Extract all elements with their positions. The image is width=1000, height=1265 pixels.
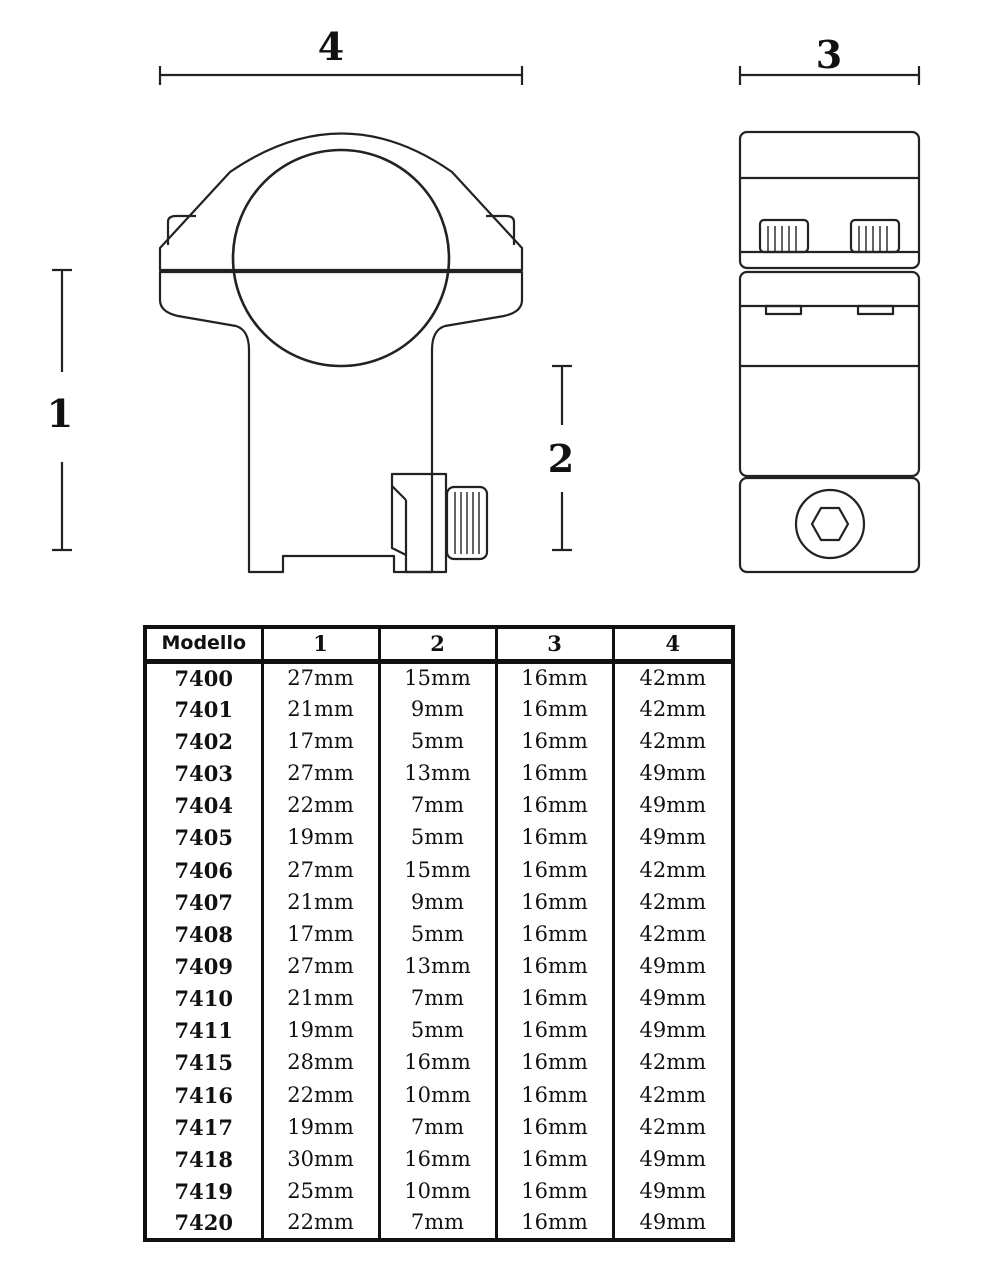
model-cell: 7411 [145,1015,262,1047]
table-header-row [145,627,733,661]
dimension-cell-1: 19mm [262,1015,379,1047]
dimension-cell-4: 49mm [613,950,733,982]
dimension-cell-4: 49mm [613,1176,733,1208]
dimension-cell-1: 21mm [262,693,379,725]
dimension-cell-2: 10mm [379,1176,496,1208]
dimension-cell-2: 15mm [379,854,496,886]
dimension-cell-1: 21mm [262,983,379,1015]
dimension-label-2: 2 [547,436,575,481]
table-row [145,983,733,1015]
dimension-cell-3: 16mm [496,1047,613,1079]
dimension-cell-3: 16mm [496,1015,613,1047]
table-row [145,661,733,693]
header-3: 3 [496,627,613,661]
dimension-cell-2: 10mm [379,1079,496,1111]
dimension-cell-1: 21mm [262,886,379,918]
dimension-cell-2: 13mm [379,757,496,789]
dimension-cell-4: 42mm [613,725,733,757]
dimension-cell-2: 7mm [379,790,496,822]
model-cell: 7409 [145,950,262,982]
dimension-cell-3: 16mm [496,693,613,725]
dimension-cell-1: 22mm [262,1208,379,1240]
header-modello: Modello [145,627,262,661]
dimension-cell-1: 17mm [262,725,379,757]
mount-front-view [160,134,522,573]
dimension-cell-1: 19mm [262,1111,379,1143]
dimension-cell-2: 15mm [379,661,496,693]
dimension-cell-1: 19mm [262,822,379,854]
dimension-cell-1: 28mm [262,1047,379,1079]
dimension-cell-4: 49mm [613,1015,733,1047]
dimension-cell-3: 16mm [496,661,613,693]
table-row [145,1111,733,1143]
table-row [145,918,733,950]
model-cell: 7410 [145,983,262,1015]
dimension-cell-2: 7mm [379,983,496,1015]
dimension-label-4: 4 [317,24,345,69]
dimension-cell-4: 49mm [613,822,733,854]
table-row [145,1015,733,1047]
dimension-cell-1: 17mm [262,918,379,950]
dimension-cell-3: 16mm [496,918,613,950]
dimension-cell-1: 22mm [262,790,379,822]
dimension-cell-3: 16mm [496,757,613,789]
dimension-cell-3: 16mm [496,1208,613,1240]
table-row [145,790,733,822]
table-row [145,757,733,789]
table-body [145,661,733,1240]
table-row [145,822,733,854]
header-1: 1 [262,627,379,661]
dimension-cell-4: 42mm [613,693,733,725]
dimension-cell-2: 5mm [379,822,496,854]
dimension-cell-2: 5mm [379,1015,496,1047]
table-row [145,693,733,725]
model-cell: 7420 [145,1208,262,1240]
dimension-cell-1: 22mm [262,1079,379,1111]
dimension-cell-4: 49mm [613,1208,733,1240]
dimension-cell-4: 49mm [613,790,733,822]
dimension-label-1: 1 [46,391,74,436]
header-4: 4 [613,627,733,661]
dimension-cell-4: 42mm [613,1047,733,1079]
dimension-cell-4: 49mm [613,757,733,789]
dimension-cell-3: 16mm [496,1111,613,1143]
dimension-cell-3: 16mm [496,725,613,757]
table-row [145,950,733,982]
dimension-cell-4: 42mm [613,886,733,918]
model-cell: 7417 [145,1111,262,1143]
dimension-cell-2: 7mm [379,1111,496,1143]
scope-mount-drawing [0,0,1000,620]
dimensions-table [143,625,735,1242]
dimension-cell-3: 16mm [496,886,613,918]
dimension-cell-2: 9mm [379,886,496,918]
table-row [145,1143,733,1175]
dimension-cell-4: 49mm [613,983,733,1015]
model-cell: 7402 [145,725,262,757]
dimension-cell-1: 27mm [262,950,379,982]
dimension-cell-4: 42mm [613,854,733,886]
dimension-cell-2: 13mm [379,950,496,982]
dimension-cell-3: 16mm [496,950,613,982]
dimension-cell-1: 27mm [262,854,379,886]
model-cell: 7406 [145,854,262,886]
dimension-cell-4: 42mm [613,1079,733,1111]
model-cell: 7408 [145,918,262,950]
model-cell: 7418 [145,1143,262,1175]
dimension-cell-1: 25mm [262,1176,379,1208]
model-cell: 7400 [145,661,262,693]
dimension-cell-2: 7mm [379,1208,496,1240]
dimension-cell-2: 5mm [379,725,496,757]
model-cell: 7419 [145,1176,262,1208]
dimension-cell-2: 16mm [379,1143,496,1175]
dimension-cell-3: 16mm [496,983,613,1015]
dimension-cell-4: 42mm [613,661,733,693]
model-cell: 7415 [145,1047,262,1079]
dimension-label-3: 3 [815,32,843,77]
header-2: 2 [379,627,496,661]
table-row [145,886,733,918]
table-row [145,1208,733,1240]
dimension-cell-3: 16mm [496,1143,613,1175]
dimension-cell-4: 49mm [613,1143,733,1175]
table-row [145,854,733,886]
table-row [145,1047,733,1079]
dimension-cell-1: 27mm [262,757,379,789]
dimension-cell-4: 42mm [613,918,733,950]
dimension-cell-2: 16mm [379,1047,496,1079]
table-row [145,1079,733,1111]
dimension-cell-1: 30mm [262,1143,379,1175]
table-row [145,1176,733,1208]
dimension-cell-4: 42mm [613,1111,733,1143]
dimension-cell-3: 16mm [496,1176,613,1208]
dimension-cell-3: 16mm [496,854,613,886]
dimension-cell-3: 16mm [496,790,613,822]
model-cell: 7405 [145,822,262,854]
dimension-cell-3: 16mm [496,822,613,854]
dimension-cell-3: 16mm [496,1079,613,1111]
model-cell: 7416 [145,1079,262,1111]
model-cell: 7407 [145,886,262,918]
dimension-cell-2: 5mm [379,918,496,950]
dimension-cell-2: 9mm [379,693,496,725]
dimension-cell-1: 27mm [262,661,379,693]
table-row [145,725,733,757]
model-cell: 7404 [145,790,262,822]
model-cell: 7401 [145,693,262,725]
mount-side-view [740,132,919,572]
model-cell: 7403 [145,757,262,789]
